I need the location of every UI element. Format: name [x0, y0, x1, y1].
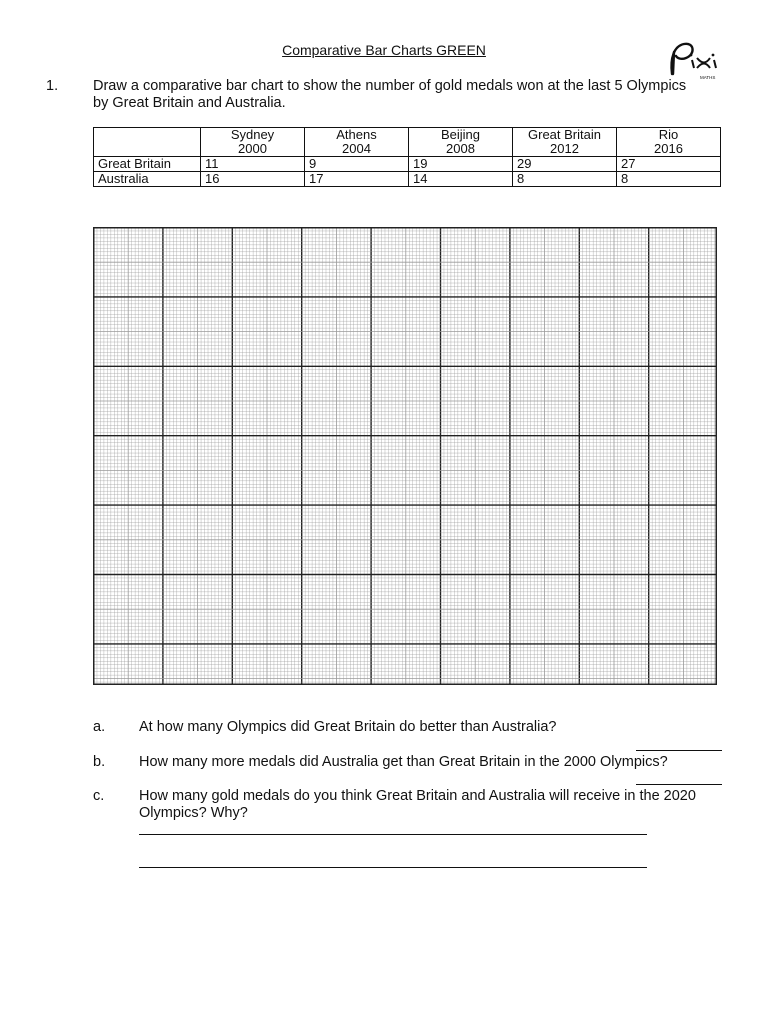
table-cell: 27 — [617, 157, 721, 172]
logo-subtext: MATHS — [700, 75, 716, 80]
sub-question-letter: c. — [93, 788, 105, 804]
question-text: Draw a comparative bar chart to show the number of gold medals won at the last 5 Olympics by Great Britain and Australia. — [93, 78, 687, 111]
answer-line-a[interactable] — [636, 750, 722, 751]
sub-question-letter: b. — [93, 754, 106, 770]
answer-line-c2[interactable] — [139, 867, 647, 868]
graph-paper-svg — [93, 227, 717, 685]
row-label: Australia — [94, 172, 201, 187]
column-header: Sydney 2000 — [201, 128, 305, 157]
pixi-maths-logo — [664, 38, 728, 82]
table-cell: 19 — [409, 157, 513, 172]
row-label: Great Britain — [94, 157, 201, 172]
table-header-row — [94, 128, 721, 157]
question-number: 1. — [46, 78, 59, 94]
column-header: Athens 2004 — [305, 128, 409, 157]
medals-table — [93, 127, 721, 187]
sub-question-letter: a. — [93, 719, 106, 735]
worksheet-title: Comparative Bar Charts GREEN — [282, 42, 486, 58]
column-header: Great Britain 2012 — [513, 128, 617, 157]
table-cell: 29 — [513, 157, 617, 172]
table-cell: 11 — [201, 157, 305, 172]
table-row — [94, 157, 721, 172]
sub-question-text: How many gold medals do you think Great Britain and Australia will receive in the 2020 Olympics? Why? — [139, 788, 696, 821]
answer-line-c1[interactable] — [139, 834, 647, 835]
table-row — [94, 172, 721, 187]
sub-question-text: At how many Olympics did Great Britain do better than Australia? — [139, 719, 557, 735]
table-cell: 8 — [513, 172, 617, 187]
table-cell: 17 — [305, 172, 409, 187]
table-cell: 16 — [201, 172, 305, 187]
table-cell: 9 — [305, 157, 409, 172]
table-cell: 8 — [617, 172, 721, 187]
sub-question-text: How many more medals did Australia get than Great Britain in the 2000 Olympics? — [139, 754, 668, 770]
column-header: Rio 2016 — [617, 128, 721, 157]
answer-line-b[interactable] — [636, 784, 722, 785]
table-cell: 14 — [409, 172, 513, 187]
column-header: Beijing 2008 — [409, 128, 513, 157]
graph-paper-grid[interactable] — [93, 227, 717, 690]
table-corner-cell — [94, 128, 201, 157]
